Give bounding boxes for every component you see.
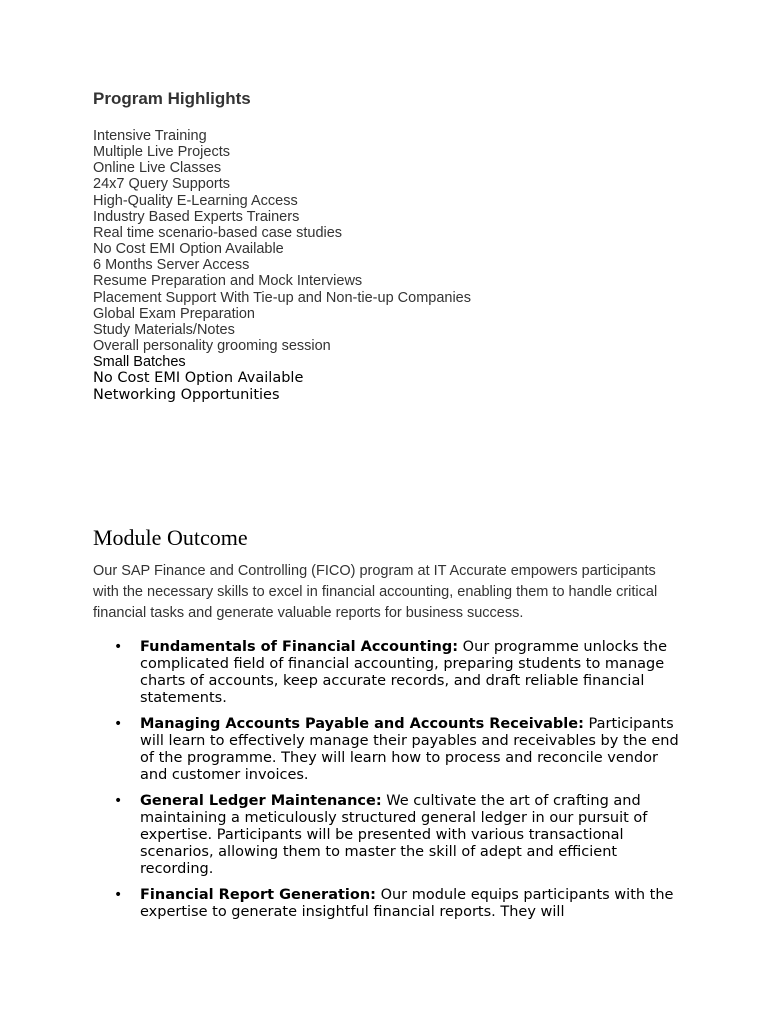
highlight-item: Overall personality grooming session xyxy=(93,338,331,355)
outcome-text: Our module equips participants with the expertise to generate insightful financial reports. They will xyxy=(140,887,674,920)
highlight-item: Placement Support With Tie-up and Non-tie-up Companies xyxy=(93,289,471,306)
highlights-extra-list xyxy=(93,370,303,404)
outcome-term: Financial Report Generation: xyxy=(140,887,376,903)
program-highlights-heading: Program Highlights xyxy=(93,89,251,108)
bullet-icon: • xyxy=(114,793,123,809)
module-outcome-heading: Module Outcome xyxy=(93,525,248,550)
highlight-item: 6 Months Server Access xyxy=(93,257,250,274)
bullet-icon: • xyxy=(114,887,123,903)
bullet-icon: • xyxy=(114,716,123,732)
bullet-icon: • xyxy=(114,639,123,655)
module-outcome-intro: Our SAP Finance and Controlling (FICO) program at IT Accurate empowers participants with the necessary skills to excel in financial accounting, enabling them to handle critical financial tasks and generate valuable reports for business success. xyxy=(93,563,658,621)
highlight-item: Global Exam Preparation xyxy=(93,305,255,322)
module-outcome-list xyxy=(114,639,685,930)
highlight-item: Real time scenario-based case studies xyxy=(93,224,343,241)
highlight-item: Multiple Live Projects xyxy=(93,144,230,161)
outcome-term: Fundamentals of Financial Accounting: xyxy=(140,639,459,655)
highlight-item: Study Materials/Notes xyxy=(93,321,235,338)
outcome-item-financial-accounting xyxy=(114,639,685,707)
outcome-item-general-ledger xyxy=(114,793,685,878)
outcome-term: Managing Accounts Payable and Accounts Receivable: xyxy=(140,716,584,732)
highlight-item: No Cost EMI Option Available xyxy=(93,241,284,258)
highlight-extra-item: Networking Opportunities xyxy=(93,387,280,403)
highlight-item: Industry Based Experts Trainers xyxy=(93,208,300,225)
outcome-item-payables-receivables xyxy=(114,716,685,784)
outcome-text: We cultivate the art of crafting and maintaining a meticulously structured general ledger in our pursuit of expertise. Participants will be presented with various transactional scenarios, allowing them to master the skill of adept and efficient recording. xyxy=(140,793,648,877)
highlight-extra-item: No Cost EMI Option Available xyxy=(93,370,304,386)
highlight-item: 24x7 Query Supports xyxy=(93,176,231,193)
highlight-item: High-Quality E-Learning Access xyxy=(93,192,298,209)
outcome-text: Our programme unlocks the complicated field of financial accounting, preparing students to manage charts of accounts, keep accurate records, and draft reliable financial statements. xyxy=(140,639,667,706)
outcome-text: Participants will learn to effectively manage their payables and receivables by the end of the programme. They will learn how to process and reconcile vendor and customer invoices. xyxy=(140,716,679,783)
program-highlights-list xyxy=(93,128,471,370)
outcome-term: General Ledger Maintenance: xyxy=(140,793,382,809)
highlight-item: Intensive Training xyxy=(93,128,207,144)
highlight-item: Small Batches xyxy=(93,354,186,371)
outcome-item-financial-reports xyxy=(114,887,685,921)
highlight-item: Online Live Classes xyxy=(93,160,222,177)
highlight-item: Resume Preparation and Mock Interviews xyxy=(93,273,363,290)
